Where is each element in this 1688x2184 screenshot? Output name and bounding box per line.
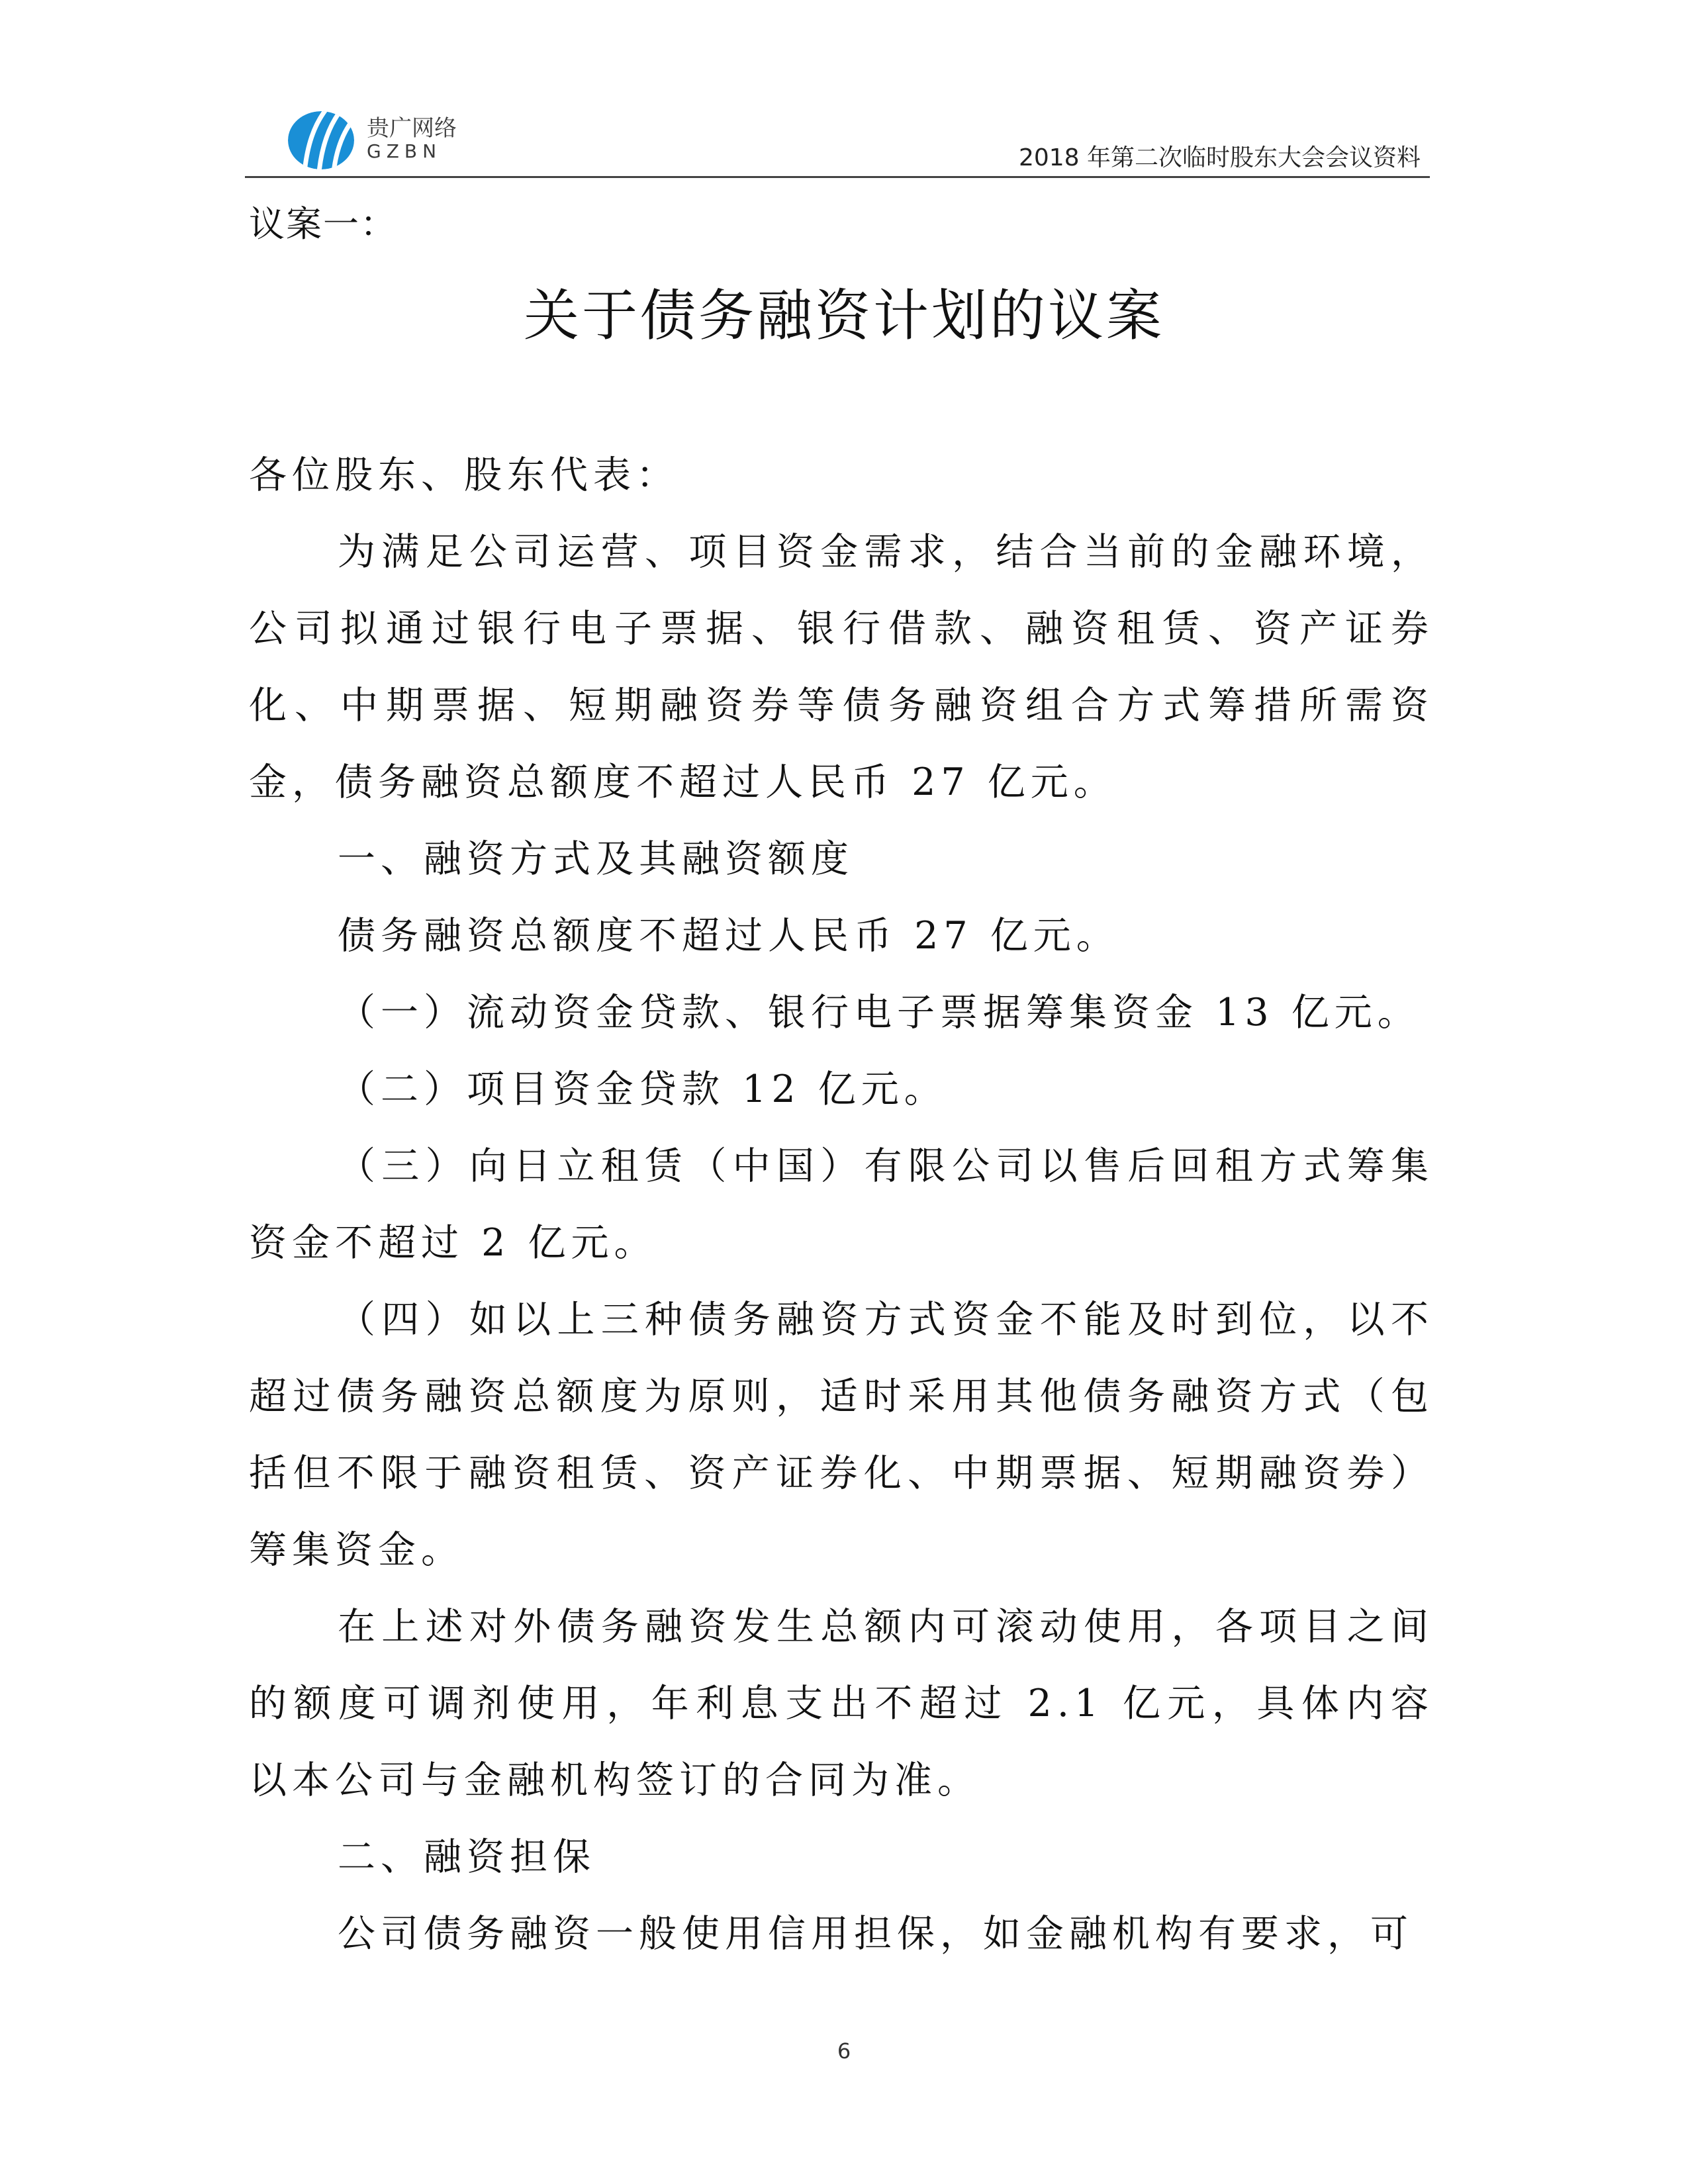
logo-chinese-name: 贵广网络 <box>367 115 457 142</box>
document-body <box>249 437 1434 1972</box>
header-title: 2018 年第二次临时股东大会会议资料 <box>1018 144 1421 171</box>
motion-label: 议案一： <box>249 203 397 245</box>
paragraph: 在上述对外债务融资发生总额内可滚动使用，各项目之间的额度可调剂使用，年利息支出不超过 2.1 亿元，具体内容以本公司与金融机构签订的合同为准。 <box>249 1605 1434 1802</box>
list-item: （三）向日立租赁（中国）有限公司以售后回租方式筹集资金不超过 2 亿元。 <box>249 1144 1434 1265</box>
header-divider <box>245 176 1430 178</box>
list-item: （一）流动资金贷款、银行电子票据筹集资金 13 亿元。 <box>338 991 1421 1034</box>
gzbn-logo-icon <box>285 106 357 172</box>
company-logo <box>285 106 510 172</box>
page-header <box>245 93 1430 179</box>
paragraph: 为满足公司运营、项目资金需求，结合当前的金融环境，公司拟通过银行电子票据、银行借款、融资租赁、资产证券化、中期票据、短期融资券等债务融资组合方式筹措所需资金，债务融资总额度不超过人民币 27 亿元。 <box>249 530 1434 804</box>
list-item: （二）项目资金贷款 12 亿元。 <box>338 1068 947 1111</box>
section-heading: 二、融资担保 <box>338 1835 596 1879</box>
paragraph: 公司债务融资一般使用信用担保，如金融机构有要求，可 <box>338 1912 1413 1956</box>
section-heading: 一、融资方式及其融资额度 <box>338 837 854 881</box>
document-title: 关于债务融资计划的议案 <box>523 283 1164 348</box>
list-item: （四）如以上三种债务融资方式资金不能及时到位，以不超过债务融资总额度为原则，适时采用其他债务融资方式（包括但不限于融资租赁、资产证券化、中期票据、短期融资券）筹集资金。 <box>249 1298 1434 1572</box>
logo-english-name: GZBN <box>367 140 442 162</box>
paragraph: 债务融资总额度不超过人民币 27 亿元。 <box>338 914 1119 958</box>
page-number: 6 <box>837 2038 851 2064</box>
salutation: 各位股东、股东代表： <box>249 453 679 497</box>
